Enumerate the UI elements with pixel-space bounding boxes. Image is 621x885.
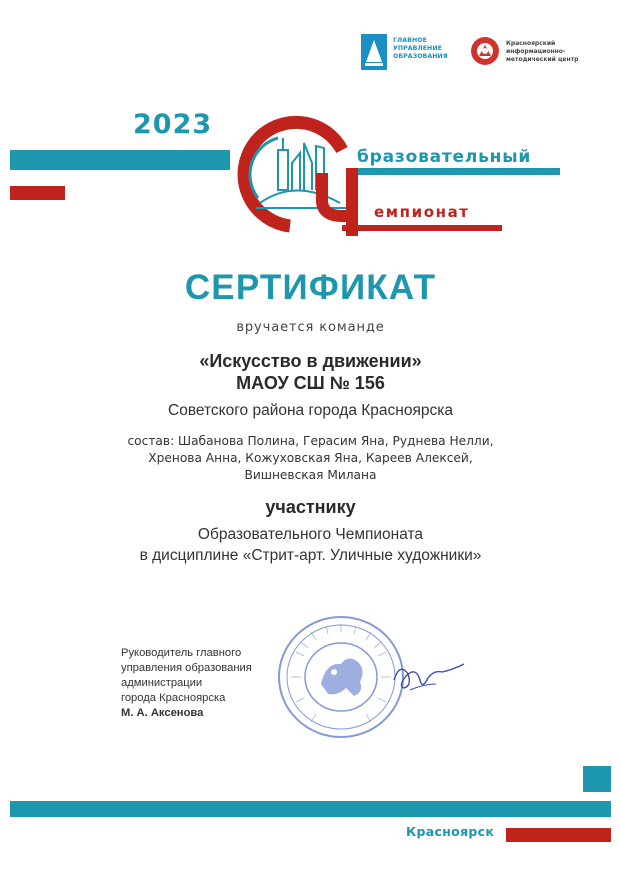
teal-stripe-right bbox=[352, 168, 560, 175]
certificate-subtitle: вручается команде bbox=[236, 320, 385, 335]
handwritten-signature bbox=[390, 650, 470, 700]
red-stripe-right bbox=[342, 225, 502, 231]
logo-word-championship: емпионат bbox=[374, 203, 470, 221]
team-name: «Искусство в движении» bbox=[199, 351, 422, 371]
footer-city: Красноярск bbox=[406, 824, 495, 839]
championship-year: 2023 bbox=[133, 109, 213, 140]
district: Советского района города Красноярска bbox=[168, 402, 453, 419]
team-block bbox=[0, 350, 621, 394]
logo-word-educational: бразовательный bbox=[357, 147, 532, 167]
signer-name: М. А. Аксенова bbox=[121, 707, 204, 719]
championship-emblem bbox=[230, 108, 360, 238]
official-stamp bbox=[276, 612, 406, 742]
education-department-name: ГЛАВНОЕ УПРАВЛЕНИЕ ОБРАЗОВАНИЯ bbox=[393, 37, 448, 60]
signer-block: Руководитель главного управления образования администрации города Красноярска М. А. Аксенова bbox=[121, 647, 252, 719]
certificate-title: СЕРТИФИКАТ bbox=[184, 268, 437, 307]
teal-stripe-left bbox=[10, 150, 230, 170]
discipline: Образовательного Чемпионата в дисциплине «Стрит-арт. Уличные художники» bbox=[139, 526, 482, 564]
methodical-center-logo bbox=[470, 36, 500, 66]
teal-square-footer bbox=[583, 766, 611, 792]
school-name: МАОУ СШ № 156 bbox=[236, 373, 385, 393]
signer-position: Руководитель главного bbox=[121, 647, 242, 659]
teal-stripe-footer bbox=[10, 801, 611, 817]
methodical-center-name: Красноярский информационно- методический центр bbox=[506, 40, 579, 63]
education-department-logo bbox=[361, 34, 387, 70]
participant-status: участнику bbox=[265, 497, 356, 517]
red-stripe-left bbox=[10, 186, 65, 200]
team-members: состав: Шабанова Полина, Герасим Яна, Руднева Нелли, Хренова Анна, Кожуховская Яна, Кареев Алексей, Вишневская Милана bbox=[127, 434, 494, 482]
red-stripe-footer bbox=[506, 828, 611, 842]
